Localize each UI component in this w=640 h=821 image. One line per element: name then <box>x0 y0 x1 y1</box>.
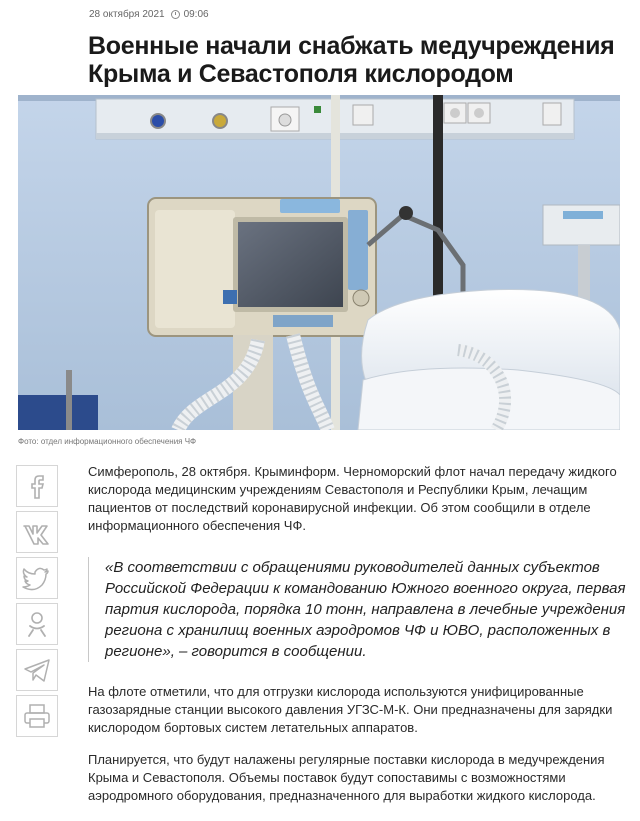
photo-caption: Фото: отдел информационного обеспечения ЧФ <box>18 437 197 446</box>
print-icon <box>22 702 52 730</box>
share-vk-button[interactable] <box>16 511 58 553</box>
print-button[interactable] <box>16 695 58 737</box>
article-title: Военные начали снабжать медучреждения Крыма и Севастополя кислородом <box>88 32 615 88</box>
article-date: 28 октября 2021 <box>89 9 165 20</box>
share-twitter-button[interactable] <box>16 557 58 599</box>
telegram-icon <box>22 656 52 684</box>
facebook-icon <box>23 472 51 500</box>
clock-icon <box>171 10 180 19</box>
share-telegram-button[interactable] <box>16 649 58 691</box>
share-odnoklassniki-button[interactable] <box>16 603 58 645</box>
article-time: 09:06 <box>183 9 209 20</box>
twitter-icon <box>22 564 52 592</box>
article-paragraph: Симферополь, 28 октября. Крыминформ. Черноморский флот начал передачу жидкого кислорода медицинским учреждениям Севастополя и Республики Крым, лечащим пациентов от последствий коронавирусной инфекции. Об этом сообщили в отделе информационного обеспечения ЧФ. <box>88 464 617 533</box>
odnoklassniki-icon <box>23 609 51 639</box>
article-paragraph: На флоте отметили, что для отгрузки кислорода используются унифицированные газозарядные станции высокого давления УГЗС-М-К. Они предназначены для зарядки кислородом бортовых систем летательных аппаратов. <box>88 684 613 735</box>
share-facebook-button[interactable] <box>16 465 58 507</box>
article-photo <box>18 95 620 430</box>
article-paragraph: Планируется, что будут налажены регулярные поставки кислорода в медучреждения Крыма и Севастополя. Объемы поставок будут сопоставимы с возможностями аэродромного оборудования, предназначенного для выработки жидкого кислорода. <box>88 752 605 803</box>
vk-icon <box>22 518 52 546</box>
article-meta <box>89 9 209 20</box>
article-quote: «В соответствии с обращениями руководителей данных субъектов Российской Федерации к командованию Южного военного округа, первая партия кислорода, порядка 10 тонн, направлена в лечебные учреждения региона с хранилищ военных аэродромов ЧФ и ЮВО, расположенных в регионе», – говорится в сообщении. <box>88 557 633 662</box>
